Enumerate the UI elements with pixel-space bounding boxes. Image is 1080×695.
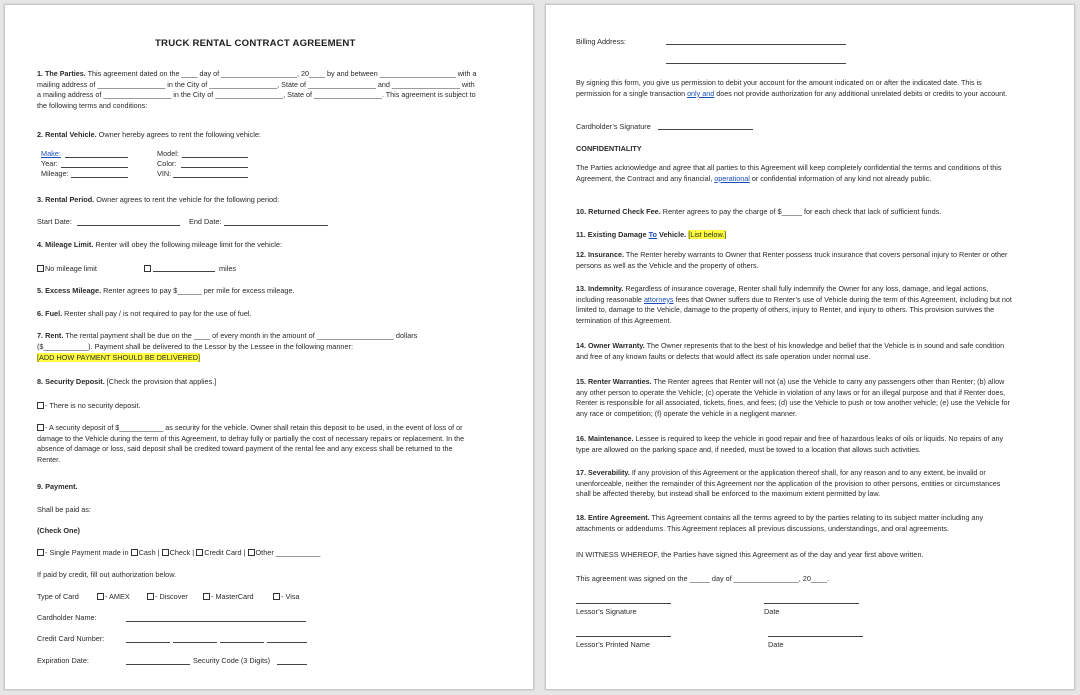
checkbox[interactable]: [196, 549, 203, 556]
card-mastercard: - MasterCard: [203, 592, 254, 601]
section-heading: 16. Maintenance.: [576, 434, 634, 443]
section-text: Owner agrees to rent the vehicle for the following period:: [96, 195, 280, 204]
section-returned-check-fee: [576, 207, 941, 216]
authorization-text: By signing this form, you give us permission to debit your account for the amount indicated on or after the indicated date. This is permission for a single transaction only and does not provide authorization for any additional unrelated debits or credits to your account.: [576, 78, 1008, 98]
lessor-signature-label: Lessor’s Signature: [576, 607, 637, 616]
section-excess-mileage: [37, 286, 295, 295]
section-text: The Owner represents that to the best of his knowledge and belief that the Vehicle is in sound and safe condition and free of any known faults or defects that would affect its safe operation under normal use.: [576, 341, 1005, 361]
card-number-line-4[interactable]: [267, 642, 307, 643]
signed-on-statement: This agreement was signed on the _____ day of ________________, 20____.: [576, 574, 830, 583]
mileage-line[interactable]: [71, 177, 128, 178]
section-existing-damage: 11. Existing Damage To Vehicle. [List below.]: [576, 230, 727, 239]
section-text: Renter will obey the following mileage limit for the vehicle:: [95, 240, 282, 249]
section-text: The rental payment shall be due on the ____ of every month in the amount of ___________________ dollars: [65, 331, 418, 340]
section-rent-line2: ($___________). Payment shall be delivered to the Lessor by the Lessee in the following manner:: [37, 342, 353, 351]
section-heading: 4. Mileage Limit.: [37, 240, 94, 249]
checkbox[interactable]: [37, 402, 44, 409]
checkbox[interactable]: [203, 593, 210, 600]
date-label-2: Date: [768, 640, 784, 649]
section-text: Renter shall pay / is not required to pay for the use of fuel.: [64, 309, 252, 318]
cardholder-signature-label: Cardholder’s Signature: [576, 122, 651, 131]
section-maintenance: [576, 434, 1016, 455]
section-text: If any provision of this Agreement or the application thereof shall, for any reason and to any extent, be invalid or unenforceable, neither the remainder of this Agreement nor the application of the provision to other persons, entities or circumstances shall be affected thereby, but instead shall be enforced to the maximum extent permitted by law.: [576, 468, 1001, 499]
damage-list-placeholder: [List below.]: [688, 230, 727, 239]
section-severability: [576, 468, 1016, 500]
mileage-limit-option: [144, 264, 152, 273]
make-line[interactable]: [65, 157, 128, 158]
section-heading: 5. Excess Mileage.: [37, 286, 102, 295]
checkbox[interactable]: [248, 549, 255, 556]
no-mileage-option: No mileage limit: [37, 264, 97, 273]
section-text: Renter agrees to pay the charge of $_____ for each check that lack of sufficient funds.: [662, 207, 942, 216]
document-title: TRUCK RENTAL CONTRACT AGREEMENT: [155, 38, 356, 49]
payment-method-row: - Single Payment made in Cash | Check | Credit Card | Other ___________: [37, 548, 320, 557]
field-vin-label: VIN:: [157, 169, 172, 178]
card-number-line-1[interactable]: [126, 642, 170, 643]
year-line[interactable]: [61, 167, 128, 168]
card-type-label: Type of Card: [37, 592, 79, 601]
field-mileage-label: Mileage:: [41, 169, 69, 178]
section-text: The Renter hereby warrants to Owner that Renter possess truck insurance that covers personal injury to Renter or other persons as well as the Vehicle and the property of others.: [576, 250, 1008, 270]
checkbox[interactable]: [37, 424, 44, 431]
billing-address-line-1[interactable]: [666, 44, 846, 45]
section-heading: 6. Fuel.: [37, 309, 63, 318]
vin-line[interactable]: [173, 177, 248, 178]
model-line[interactable]: [182, 157, 248, 158]
card-amex: - AMEX: [97, 592, 130, 601]
section-heading: 7. Rent.: [37, 331, 64, 340]
checkbox[interactable]: [37, 265, 44, 272]
security-code-label: Security Code (3 Digits): [193, 656, 271, 665]
expiration-line[interactable]: [126, 664, 190, 665]
checkbox[interactable]: [273, 593, 280, 600]
section-indemnity: 13. Indemnity. Regardless of insurance coverage, Renter shall fully indemnify the Owner for any loss, damage, and legal actions, including reasonable attorneys fees that Owner suffers due to Renter’s use of Vehicle during the term of this Agreement, including but not limited to, damage to the Vehicle, damage to the property of others, injury to Renter, and injury to others. This provision survives the termination of this Agreement.: [576, 284, 1012, 325]
date-line-1[interactable]: [764, 603, 859, 604]
card-number-label: Credit Card Number:: [37, 634, 105, 643]
paid-as-label: Shall be paid as:: [37, 505, 91, 514]
section-text: Lessee is required to keep the vehicle in good repair and free of hazardous leaks of oils or liquids. No repairs of any type are allowed on the parking space and, if needed, must be towed to a location that allows such activities.: [576, 434, 1004, 454]
checkbox[interactable]: [97, 593, 104, 600]
cardholder-name-label: Cardholder Name:: [37, 613, 97, 622]
color-line[interactable]: [181, 167, 248, 168]
start-date-line[interactable]: [77, 225, 180, 226]
card-number-line-3[interactable]: [220, 642, 264, 643]
section-text: The Renter agrees that Renter will not (a) use the Vehicle to carry any passengers other than Renter; (b) allow any other person to operate the Vehicle; (c) operate the Vehicle in violation of any laws or for an illegal purpose and that if Renter does, Renter is responsible for all associated, tickets, fines, and fees; (d) use the Vehicle to push or tow another vehicle; (e) use the Vehicle for any race or competition; (f) operate the vehicle in a negligent manner.: [576, 377, 1010, 418]
card-discover: - Discover: [147, 592, 188, 601]
section-entire-agreement: [576, 513, 1016, 534]
contract-page-1: [4, 4, 534, 690]
section-renter-warranties: [576, 377, 1016, 419]
section-heading: 15. Renter Warranties.: [576, 377, 652, 386]
section-text: Owner hereby agrees to rent the following vehicle:: [98, 130, 261, 139]
confidentiality-text: The Parties acknowledge and agree that all parties to this Agreement will keep completely confidential the terms and conditions of this Agreement, the Contract and any financial, operational or confidential information of any kind not already public.: [576, 163, 1002, 183]
card-number-line-2[interactable]: [173, 642, 217, 643]
checkbox[interactable]: [147, 593, 154, 600]
field-year-label: Year:: [41, 159, 58, 168]
section-heading: 8. Security Deposit.: [37, 377, 105, 386]
credit-note: If paid by credit, fill out authorization below.: [37, 570, 177, 579]
lessor-name-label: Lessor’s Printed Name: [576, 640, 650, 649]
section-heading: 18. Entire Agreement.: [576, 513, 650, 522]
expiration-label: Expiration Date:: [37, 656, 89, 665]
cardholder-name-line[interactable]: [126, 621, 306, 622]
billing-address-label: Billing Address:: [576, 37, 626, 46]
checkbox[interactable]: [131, 549, 138, 556]
date-label-1: Date: [764, 607, 780, 616]
check-one-label: (Check One): [37, 526, 80, 535]
section-heading: 12. Insurance.: [576, 250, 624, 259]
section-text: [Check the provision that applies.]: [106, 377, 217, 386]
checkbox[interactable]: [37, 549, 44, 556]
section-fuel: [37, 309, 252, 318]
billing-address-line-2[interactable]: [666, 63, 846, 64]
no-deposit-option: - There is no security deposit.: [37, 401, 141, 410]
miles-label: miles: [219, 264, 237, 273]
security-code-line[interactable]: [277, 664, 307, 665]
field-model-label: Model:: [157, 149, 179, 158]
section-rental-vehicle: [37, 130, 261, 139]
section-heading: 14. Owner Warranty.: [576, 341, 645, 350]
section-heading: 17. Severability.: [576, 468, 630, 477]
start-date-label: Start Date:: [37, 217, 72, 226]
section-heading: 1. The Parties.: [37, 69, 86, 78]
section-rent-line1: [37, 331, 417, 340]
section-owner-warranty: [576, 341, 1016, 362]
section-heading: 3. Rental Period.: [37, 195, 95, 204]
section-payment-heading: 9. Payment.: [37, 482, 78, 491]
section-text: This Agreement contains all the terms agreed to by the parties relating to its subject matter including any attachments or addendums. This Agreement replaces all previous discussions, understandings, and oral agreements.: [576, 513, 984, 533]
section-parties: [37, 69, 477, 111]
checkbox[interactable]: [144, 265, 151, 272]
end-date-label: End Date:: [189, 217, 222, 226]
lessor-name-line[interactable]: [576, 636, 671, 637]
confidentiality-heading: CONFIDENTIALITY: [576, 144, 642, 153]
cardholder-signature-line[interactable]: [658, 129, 753, 130]
miles-line[interactable]: [153, 271, 215, 272]
section-security-deposit: [37, 377, 216, 386]
section-rental-period: [37, 195, 279, 204]
lessor-signature-line[interactable]: [576, 603, 671, 604]
rent-delivery-placeholder: [ADD HOW PAYMENT SHOULD BE DELIVERED]: [37, 353, 200, 362]
witness-statement: IN WITNESS WHEREOF, the Parties have signed this Agreement as of the day and year first above written.: [576, 550, 924, 559]
checkbox[interactable]: [162, 549, 169, 556]
section-mileage-limit: [37, 240, 282, 249]
section-heading: 11. Existing Damage: [576, 230, 647, 239]
end-date-line[interactable]: [224, 225, 328, 226]
field-color-label: Color:: [157, 159, 177, 168]
section-heading: 10. Returned Check Fee.: [576, 207, 661, 216]
section-text: Renter agrees to pay $______ per mile for excess mileage.: [103, 286, 295, 295]
card-visa: - Visa: [273, 592, 300, 601]
section-text: This agreement dated on the ____ day of ___________________, 20____ by and between ___________________ with a mailing address of _________________ in the City of _________________, State of _________________ and _________________ with a mailing address of _________________ in the City of _________________, State of _________________. This agreement is subject to the following terms and conditions:: [37, 69, 477, 110]
field-make-label: Make:: [41, 149, 61, 158]
section-insurance: [576, 250, 1016, 271]
deposit-option: - A security deposit of $___________ as security for the vehicle. Owner shall retain this deposit to be used, in the event of loss of or damage to the Vehicle during the term of this Agreement, to defray fully or partially the cost of necessary repairs or replacement. In the absence of damage or loss, said deposit shall be credited toward payment of the rental fee and any excess shall be returned to the Renter.: [37, 423, 465, 464]
contract-page-2: [545, 4, 1075, 690]
date-line-2[interactable]: [768, 636, 863, 637]
section-heading: 2. Rental Vehicle.: [37, 130, 97, 139]
section-heading: 13. Indemnity.: [576, 284, 624, 293]
